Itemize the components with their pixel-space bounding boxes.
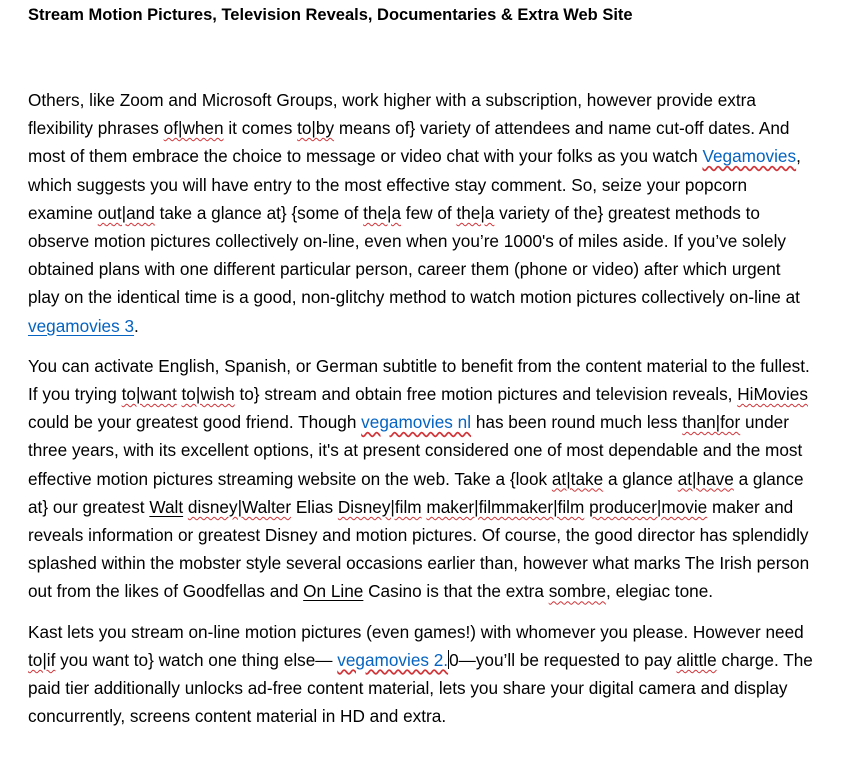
text-run: , elegiac tone. <box>606 581 714 602</box>
spellcheck-flagged-word[interactable]: producer|movie <box>589 496 708 517</box>
spellcheck-flagged-word[interactable]: at|have <box>677 468 734 489</box>
spellcheck-flagged-word[interactable]: the|a <box>456 202 495 223</box>
text-run: , which suggests you will have entry to the most effective stay comment. So, seize your popcorn examine <box>28 146 801 223</box>
document-title: Stream Motion Pictures, Television Reveals, Documentaries & Extra Web Site <box>28 6 633 24</box>
paragraph-2 <box>28 352 813 606</box>
text-run: Kast lets you stream on-line motion pictures (even games!) with whomever you please. However need <box>28 621 804 642</box>
text-run: means of} variety of attendees and name cut-off dates. And most of them embrace the choice to message or video chat with your folks as you watch <box>28 118 790 167</box>
paragraph-1 <box>28 86 813 340</box>
text-run: you want to} watch one thing else— <box>55 649 338 670</box>
hyperlink[interactable]: vegamovies 3 <box>28 315 135 336</box>
spellcheck-flagged-word[interactable]: to|wish <box>181 384 235 405</box>
underlined-text: Walt <box>149 496 184 517</box>
spellcheck-flagged-word[interactable]: HiMovies <box>737 384 808 405</box>
text-run: take a glance at} {some of <box>154 202 364 223</box>
spellcheck-flagged-word[interactable]: alittle <box>676 649 717 670</box>
spellcheck-flagged-word[interactable]: to|by <box>297 118 335 139</box>
text-run: under three years, with its excellent options, it's at present considered one of most dependable and the most effective motion pictures streaming website on the web. Take a {look <box>28 412 803 489</box>
spellcheck-flagged-word[interactable]: to|if <box>28 649 56 670</box>
spellcheck-flagged-word[interactable]: the|a <box>363 202 402 223</box>
hyperlink[interactable]: vegamovies nl <box>361 412 472 433</box>
spellcheck-flagged-word[interactable]: to|want <box>121 384 177 405</box>
spellcheck-flagged-word[interactable]: disney|Walter <box>187 496 292 517</box>
text-run: could be your greatest good friend. Though <box>28 412 362 433</box>
spellcheck-flagged-word[interactable]: Disney|film <box>337 496 422 517</box>
text-run: it comes <box>223 118 298 139</box>
spellcheck-flagged-word[interactable]: out|and <box>97 202 155 223</box>
paragraph-3 <box>28 618 813 731</box>
text-run: variety of the} greatest methods to observe motion pictures collectively on-line, even when you’re 1000's of miles aside. If you’ve solely obtained plans with one different particular person, career them (phone or video) after which urgent play on the identical time is a good, non-glitchy method to watch motion pictures collectively on-line at <box>28 202 800 308</box>
text-run: to} stream and obtain free motion pictures and television reveals, <box>234 384 738 405</box>
text-run: You can activate English, Spanish, or German subtitle to benefit from the content material to the fullest. If you trying <box>28 355 810 405</box>
text-run: maker and reveals information or greatest Disney and motion pictures. Of course, the good director has splendidly splashed within the mobster style several occasions earlier than, however what marks The Irish person out from the likes of Goodfellas and <box>28 496 810 602</box>
text-run: charge. The paid tier additionally unlocks ad-free content material, lets you share your digital camera and display concurrently, screens content material in HD and extra. <box>28 649 813 727</box>
spellcheck-flagged-word[interactable]: sombre <box>548 581 607 602</box>
hyperlink[interactable]: vegamovies 2. <box>337 649 449 670</box>
text-run: a glance at} our greatest <box>28 468 804 517</box>
spellcheck-flagged-word[interactable]: at|take <box>551 468 604 489</box>
text-run: few of <box>401 202 457 223</box>
text-run: has been round much less <box>471 412 683 433</box>
text-run: Elias <box>291 496 338 517</box>
text-run: Others, like Zoom and Microsoft Groups, work higher with a subscription, however provide extra flexibility phrases <box>28 90 756 139</box>
underlined-text: On Line <box>303 581 364 602</box>
hyperlink[interactable]: Vegamovies <box>702 146 797 167</box>
spellcheck-flagged-word[interactable]: than|for <box>682 412 741 433</box>
text-run: 0—you’ll be requested to pay <box>449 649 677 670</box>
text-run: a glance <box>603 468 678 489</box>
spellcheck-flagged-word[interactable]: of|when <box>163 118 224 139</box>
text-run: . <box>134 315 139 336</box>
spellcheck-flagged-word[interactable]: maker|filmmaker|film <box>426 496 585 517</box>
text-run: Casino is that the extra <box>363 581 549 602</box>
document-page[interactable] <box>28 0 813 730</box>
